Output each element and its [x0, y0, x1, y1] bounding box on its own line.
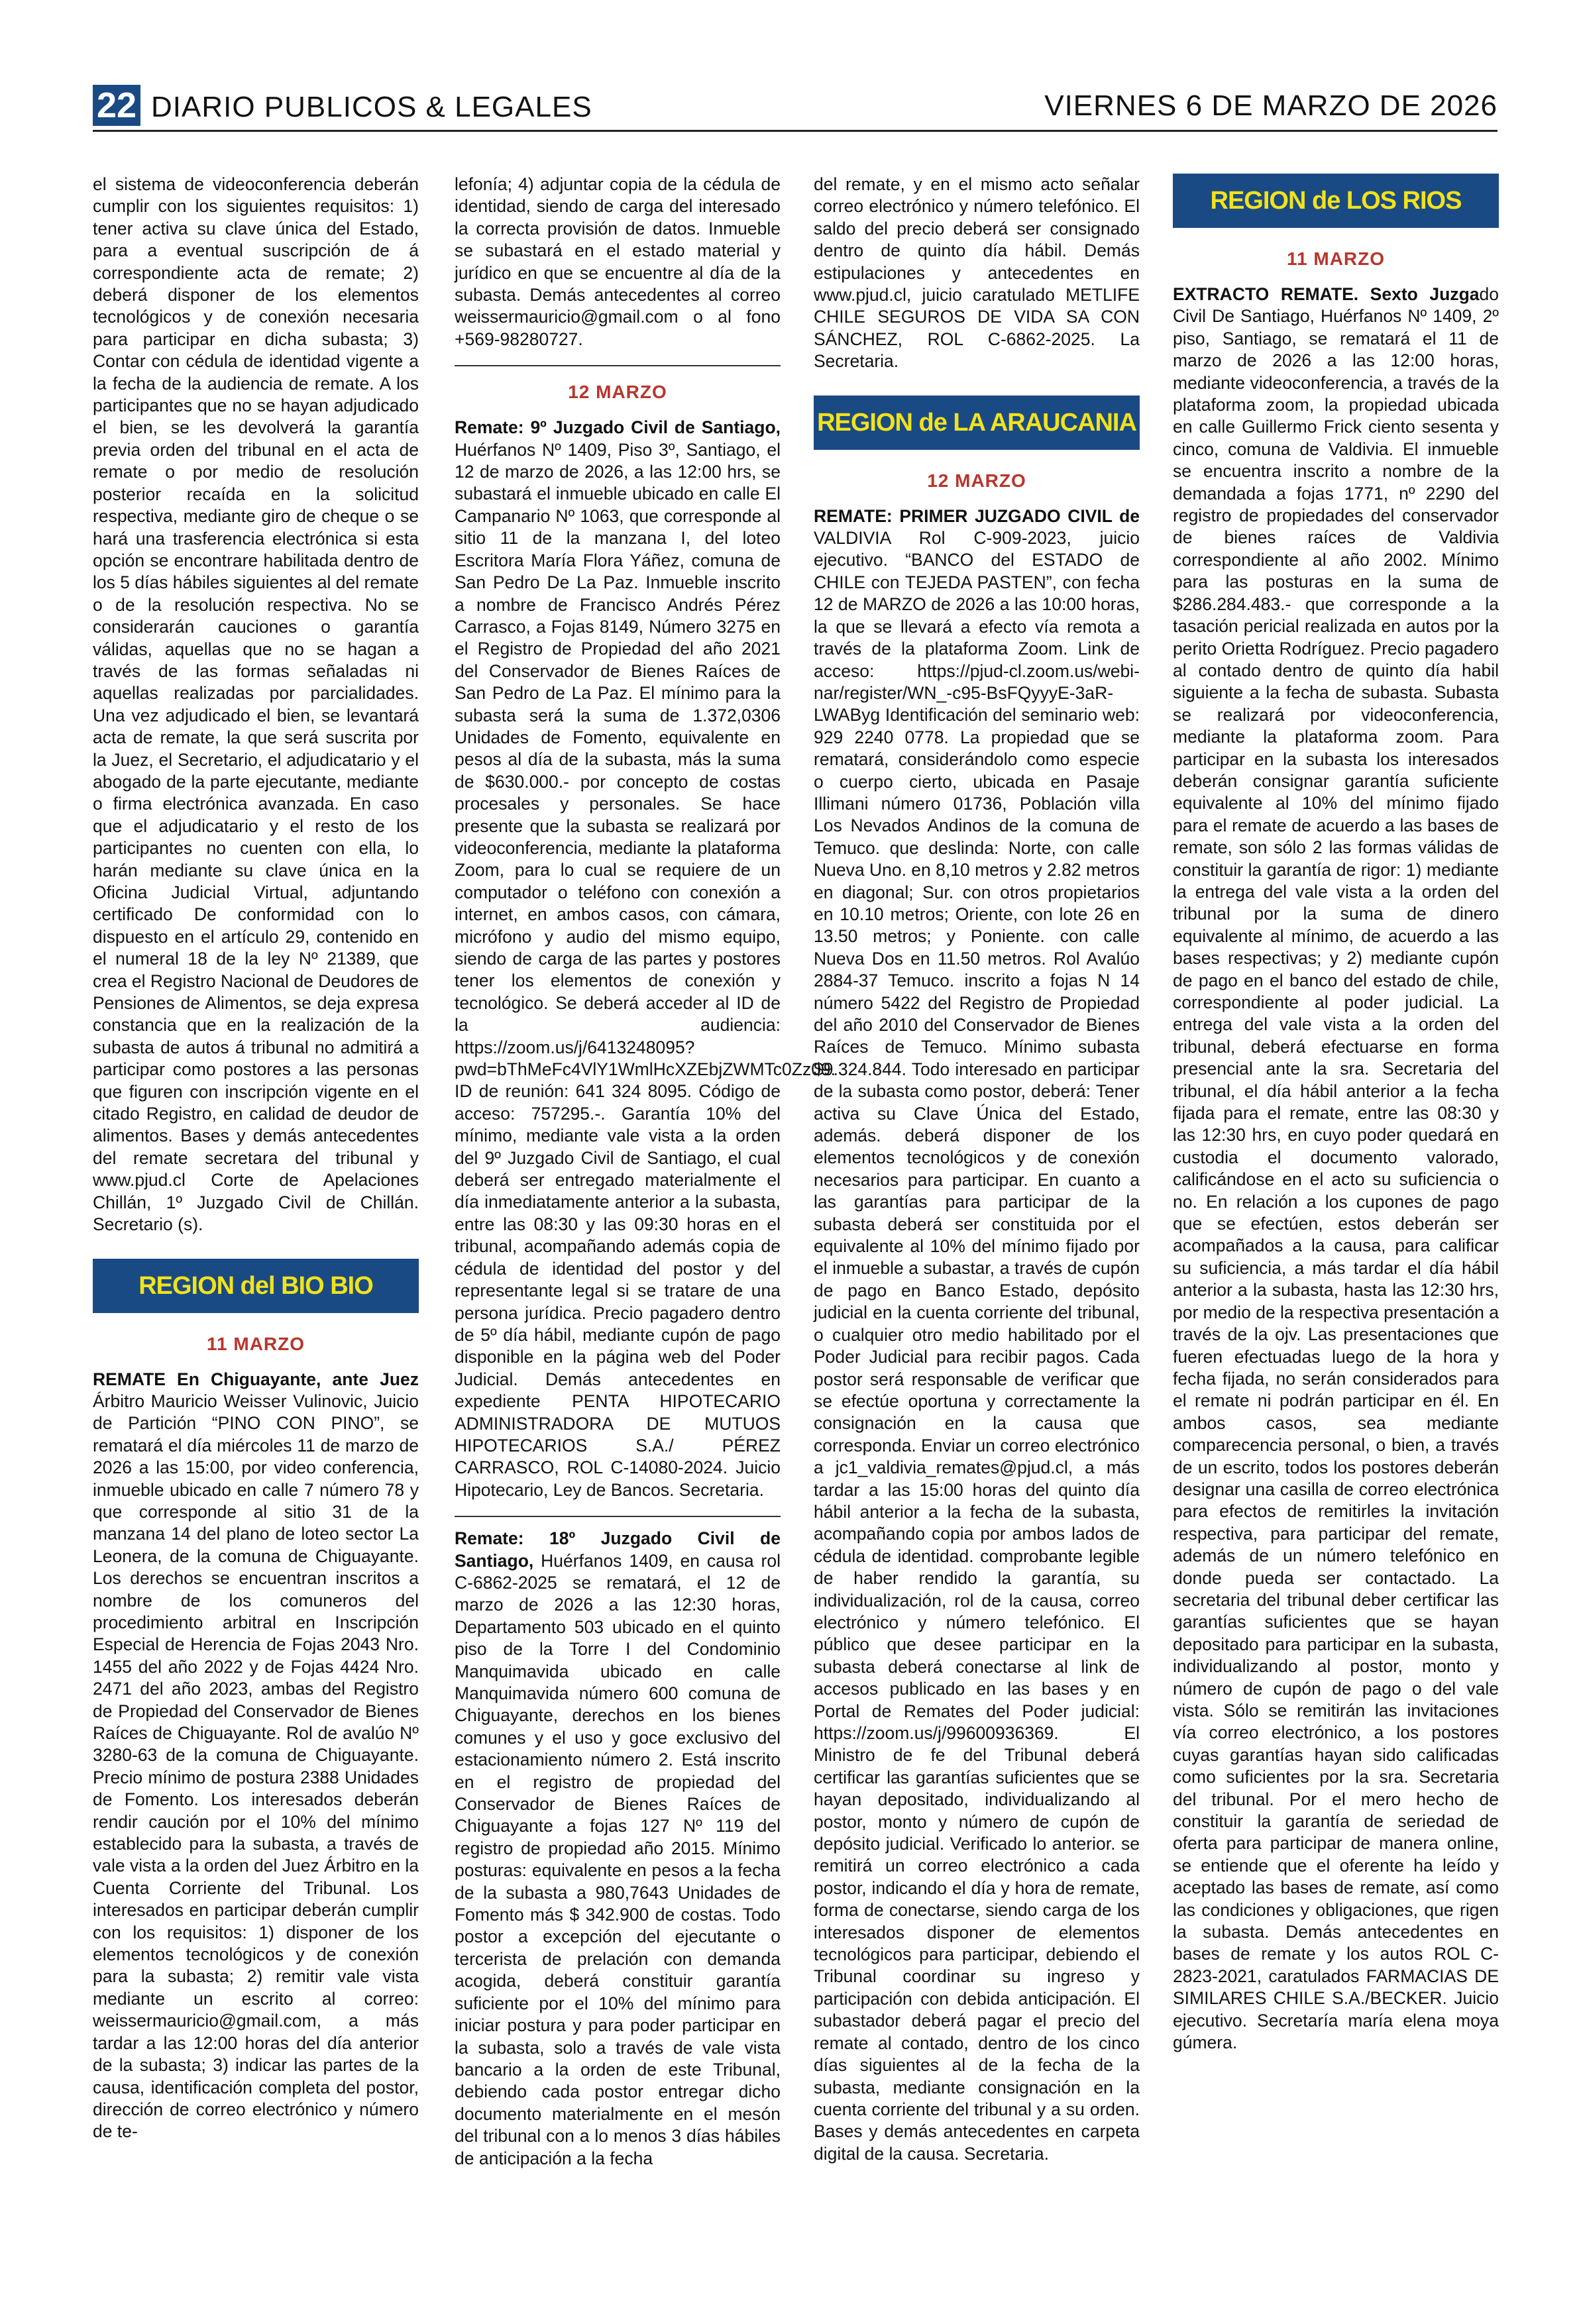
continued-notice: del remate, y en el mismo acto señalar correo electrónico y número telefónico. El saldo del precio deberá ser consignado dentro de quinto día hábil. Demás estipulaciones y antecedentes en www.pjud.cl, juicio caratulado METLIFE CHILE SEGUROS DE VIDA SA CON SÁNCHEZ, ROL C-6862-2025. La Secretaria. — [814, 174, 1140, 372]
header-rule — [93, 130, 1498, 132]
notice-lead: EXTRACTO REMATE. Sexto Juzga — [1173, 284, 1480, 304]
continued-notice: lefonía; 4) adjuntar copia de la cédula de identidad, siendo de carga del interesado la correcta provisión de datos. Inmueble se subastará en el estado material y jurídico en que se encuentre al día de la subasta. Demás antecedentes al correo weissermauricio@gmail.com o al fono +569-98280727. — [455, 174, 781, 349]
date-heading: 11 MARZO — [206, 1333, 305, 1354]
column-4 — [1173, 174, 1499, 2274]
notice-lead: Remate: 18º Juzgado Civil de Santiago, — [455, 1528, 781, 1571]
column-2 — [455, 174, 836, 2274]
publication-title: DIARIO PUBLICOS & LEGALES — [151, 91, 592, 123]
notice-chiguayante — [93, 1369, 419, 2143]
date-heading: 12 MARZO — [927, 470, 1026, 491]
notice-lead: REMATE En Chiguayante, ante Juez — [93, 1369, 419, 1389]
notice-lead: REMATE: PRIMER JUZGADO CIVIL de — [814, 505, 1140, 526]
date-heading: 11 MARZO — [1286, 248, 1386, 269]
column-1 — [93, 174, 419, 2274]
continued-notice: el sistema de videoconferencia deberán cumplir con los siguientes requisitos: 1) tener activa su clave única del Estado, para a eventual suscripción de á correspondiente acta de remate; 2) deberá disponer de los elementos tecnológicos y de conexión necesaria para participar en dicha subasta; 3) Contar con cédula de identidad vigente a la fecha de la audiencia de remate. A los participantes que no se hayan adjudicado el bien, se les devolverá la garantía previa orden del tribunal en el acta de remate o por medio de resolución posterior recaída en la solicitud respectiva, mediante giro de cheque o se hará una trasferencia electrónica si esta opción se encontrare habilitada dentro de los 5 días hábiles siguientes al del remate o de la resolución respectiva. No se considerarán cauciones o garantía válidas, aquellas que no se hagan a través de las formas señaladas ni aquellas realizadas por parcialidades. Una vez adjudicado el bien, se levantará acta de remate, la que será suscrita por la Juez, el Secretario, el adjudicatario y el abogado de la parte ejecutante, mediante o firma electrónica avanzada. En caso que el adjudicatario y el resto de los participantes no cuenten con ella, lo harán mediante su clave única en la Oficina Judicial Virtual, adjuntando certificado De conformidad con lo dispuesto en el artículo 29, contenido en el numeral 18 de la ley Nº 21389, que crea el Registro Nacional de Deudores de Pensiones de Alimentos, se deja expresa constancia que en la realización de la subasta de autos á tribunal no admitirá a participar como postores a las personas que figuren con inscripción vigente en el citado Registro, en calidad de deudor de alimentos. Bases y demás antecedentes del remate secretara del tribunal y www.pjud.cl Corte de Apelaciones Chillán, 1º Juzgado Civil de Chillán. Secretario (s). — [93, 174, 419, 1235]
page-number: 22 — [93, 85, 140, 126]
notice-valdivia — [814, 505, 1140, 2165]
region-banner-bio-bio: REGION del BIO BIO — [93, 1259, 419, 1313]
notice-body: VALDIVIA Rol C-909-2023, juicio ejecutivo. “BANCO del ESTADO de CHILE con TEJEDA PASTEN”, con fecha 12 de MARZO de 2026 a las 10:00 horas, la que se llevará a efecto vía remota a través de la plataforma Zoom. Link de acceso: https://pjud-cl.zoom.us/webi-nar/register/WN_-c95-BsFQyyyE-3aR-LWAByg Identificación del seminario web: 929 2240 0778. La propiedad que se rematará, considerándolo como especie o cuerpo cierto, ubicada en Pasaje Illimani número 01736, Población villa Los Nevados Andinos de la comuna de Temuco. que deslinda: Norte, con calle Nueva Uno. en 8,10 metros y 2.82 metros en diagonal; Sur. con otros propietarios en 10.10 metros; Oriente, con lote 26 en 13.50 metros; y Poniente. con calle Nueva Dos en 11.50 metros. Rol Avalúo 2884-37 Temuco. inscrito a fojas N 14 número 5422 del Registro de Propiedad del año 2010 del Conservador de Bienes Raíces de Temuco. Mínimo subasta $9.324.844. Todo interesado en participar de la subasta como postor, deberá: Tener activa su Clave Única del Estado, además. deberá disponer de los elementos tecnológicos y de conexión necesarios para participar. En cuanto a las garantías para participar de la subasta deberá ser constituida por el equivalente al 10% del mínimo fijado por el inmueble a subastar, a través de cupón de pago en Banco Estado, depósito judicial en la cuenta corriente del tribunal, o cualquier otro medio habilitado por el Poder Judicial para recibir pagos. Cada postor será responsable de verificar que se efectúe oportuna y correctamente la consignación en la causa que corresponda. Enviar un correo electrónico a jc1_valdivia_remates@pjud.cl, a más tardar a las 15:00 horas del quinto día hábil anterior a la fecha de la subasta, acompañando copia por ambos lados de cédula de identidad. comprobante legible de haber rendido la garantía, su individualización, rol de la causa, correo electrónico y número telefónico. El público que desee participar en la subasta deberá conectarse al link de accesos publicado en las bases y en Portal de Remates del Poder judicial: https://zoom.us/j/99600936369. El Ministro de fe del Tribunal deberá certificar las garantías suficientes que se hayan depositado, individualizando al postor, monto y número de cupón de depósito judicial. Verificado lo anterior. se remitirá un correo electrónico a cada postor, indicando el día y hora de remate, forma de conectarse, siendo carga de los interesados disponer de elementos tecnológicos para participar, debiendo el Tribunal coordinar su ingreso y participación con debida anticipación. El subastador deberá pagar el precio del remate al contado, dentro de los cinco días siguientes al de la fecha de la subasta, mediante consignación en la cuenta corriente del tribunal y a su orden. Bases y demás antecedentes en carpeta digital de la causa. Secretaria. — [814, 528, 1140, 2164]
divider — [455, 1516, 781, 1517]
column-3 — [814, 174, 1140, 2274]
notice-body: Árbitro Mauricio Weisser Vulinovic, Juicio de Partición “PINO CON PINO”, se rematará el día miércoles 11 de marzo de 2026 a las 15:00, por video conferencia, inmueble ubicado en calle 7 número 78 y que corresponde al sitio 31 de la manzana 14 del plano de loteo sector La Leonera, de la comuna de Chiguayante. Los derechos se encuentran inscritos a nombre de los comuneros del procedimiento arbitral en Inscripción Especial de Herencia de Fojas 2043 Nro. 1455 del año 2022 y de Fojas 4424 Nro. 2471 del año 2023, ambas del Registro de Propiedad del Conservador de Bienes Raíces de Chiguayante. Rol de avalúo Nº 3280-63 de la comuna de Chiguayante. Precio mínimo de postura 2388 Unidades de Fomento. Los interesados deberán rendir caución por el 10% del mínimo establecido para la subasta, a través de vale vista a la orden del Juez Árbitro en la Cuenta Corriente del Tribunal. Los interesados en participar deberán cumplir con los requisitos: 1) disponer de los elementos tecnológicos y de conexión para la subasta; 2) remitir vale vista mediante un escrito al correo: weissermauricio@gmail.com, a más tardar a las 12:00 horas del día anterior de la subasta; 3) indicar las partes de la causa, identificación completa del postor, dirección de correo electrónico y número de te- — [93, 1391, 419, 2142]
notice-18-juzgado — [455, 1528, 781, 2170]
region-banner-araucania: REGION de LA ARAUCANIA — [814, 396, 1140, 450]
notice-body: Huérfanos 1409, en causa rol C-6862-2025 se rematará, el 12 de marzo de 2026 a las 12:30 horas, Departamento 503 ubicado en el quinto piso de la Torre I del Condominio Manquimavida ubicado en calle Manquimavida número 600 comuna de Chiguayante, derechos en los bienes comunes y el uso y goce exclusivo del estacionamiento número 2. Está inscrito en el registro de propiedad del Conservador de Bienes Raíces de Chiguayante a fojas 127 Nº 119 del registro de propiedad año 2015. Mínimo posturas: equivalente en pesos a la fecha de la subasta a 980,7643 Unidades de Fomento más $ 342.900 de costas. Todo postor a excepción del ejecutante o tercerista de prelación con demanda acogida, deberá constituir garantía suficiente por el 10% del mínimo para iniciar postura y para poder participar en la subasta, solo a través de vale vista bancario a la orden de este Tribunal, debiendo cada postor entregar dicho documento materialmente en el mesón del tribunal con a lo menos 3 días hábiles de anticipación a la fecha — [455, 1550, 781, 2168]
notice-9-juzgado — [455, 417, 836, 1501]
notice-body: do Civil De Santiago, Huérfanos Nº 1409, 2º piso, Santiago, se rematará el 11 de marzo de 2026 a las 12:00 horas, mediante videoconferencia, a través de la plataforma zoom, la propiedad ubicada en calle Guillermo Frick ciento sesenta y cinco, comuna de Valdivia. El inmueble se encuentra inscrito a nombre de la demandada a fojas 1771, nº 2290 del registro de propiedades del conservador de bienes raíces de Valdivia correspondiente al año 2002. Mínimo para las posturas en la suma de $286.284.483.- que corresponde a la tasación pericial realizada en autos por la perito Orietta Rodríguez. Precio pagadero al contado dentro de quinto día habil siguiente a la fecha de subasta. Subasta se realizará por videoconferencia, mediante la plataforma zoom. Para participar en la subasta los interesados deberán consignar garantía suficiente equivalente al 10% del mínimo fijado para el remate de acuerdo a las bases de remate, son sólo 2 las formas válidas de constituir la garantía de rigor: 1) mediante la entrega del vale vista a la orden del tribunal por la suma de dinero equivalente al mínimo, de acuerdo a las bases respectivas; y 2) mediante cupón de pago en el banco del estado de chile, correspondiente al poder judicial. La entrega del vale vista a la orden del tribunal, deberá efectuarse en forma presencial ante la sra. Secretaria del tribunal, el día hábil anterior a la fecha fijada para el remate, entre las 08:30 y las 12:30 hrs, en cuyo poder quedará en custodia el documento valorado, calificándose en el acto su suficiencia o no. En relación a los cupones de pago que se efectúen, estos deberán ser acompañados a la causa, para calificar su suficiencia, a más tardar el día hábil anterior a la subasta, hasta las 12:30 hrs, por medio de la respectiva presentación a través de la ojv. Las presentaciones que fueren efectuadas luego de la hora y fecha fijada, no serán considerados para el remate ni podrán participar en él. En ambos casos, sea mediante comparecencia personal, o bien, a través de un escrito, todos los postores deberán designar una casilla de correo electrónica para efectos de remitirles la invitación respectiva, para participar del remate, además de un número telefónico en donde pueda ser contactado. La secretaria del tribunal deber certificar las garantías suficientes que se hayan depositado para participar en la subasta, individualizando al postor, monto y número de cupón de pago o del vale vista. Sólo se remitirán las invitaciones vía correo electrónico, a los postores cuyas garantías hayan sido calificadas como suficientes por la sra. Secretaria del tribunal. Por el mero hecho de constituir la garantía de seriedad de oferta para participar de manera online, se entiende que el oferente ha leído y aceptado las bases de remate, así como las condiciones y obligaciones, que rigen la subasta. Demás antecedentes en bases de remate y los autos ROL C-2823-2021, caratulados FARMACIAS DE SIMILARES CHILE S.A./BECKER. Juicio ejecutivo. Secretaría maría elena moya gúmera. — [1173, 284, 1499, 2053]
date-heading: 12 MARZO — [568, 382, 667, 403]
notice-body: Huérfanos Nº 1409, Piso 3º, Santiago, el 12 de marzo de 2026, a las 12:00 hrs, se subastará el inmueble ubicado en calle El Campanario Nº 1063, que corresponde al sitio 11 de la manzana I, del loteo Escritora María Flora Yáñez, comuna de San Pedro De La Paz. Inmueble inscrito a nombre de Francisco Andrés Pérez Carrasco, a Fojas 8149, Número 3275 en el Registro de Propiedad del año 2021 del Conservador de Bienes Raíces de San Pedro de La Paz. El mínimo para la subasta será la suma de 1.372,0306 Unidades de Fomento, equivalente en pesos al día de la subasta, más la suma de $630.000.- por concepto de costas procesales y personales. Se hace presente que la subasta se realizará por videoconferencia, mediante la plataforma Zoom, para lo cual se requiere de un computador o teléfono con conexión a internet, en ambos casos, con cámara, micrófono y audio del mismo equipo, siendo de carga de las partes y postores tener los elementos de conexión y tecnológico. Se deberá acceder al ID de la audiencia: https://zoom.us/j/6413248095?pwd=bThMeFc4VlY1WmlHcXZEbjZWMTc0Zz09. ID de reunión: 641 324 8095. Código de acceso: 757295.-. Garantía 10% del mínimo, mediante vale vista a la orden del 9º Juzgado Civil de Santiago, el cual deberá ser entregado materialmente el día inmediatamente anterior a la subasta, entre las 08:30 y las 09:30 horas en el tribunal, acompañando además copia de cédula de identidad del postor y del representante legal si se tratare de una persona jurídica. Precio pagadero dentro de 5º día hábil, mediante cupón de pago disponible en la página web del Poder Judicial. Demás antecedentes en expediente PENTA HIPOTECARIO ADMINISTRADORA DE MUTUOS HIPOTECARIOS S.A./ PÉREZ CARRASCO, ROL C-14080-2024. Juicio Hipotecario, Ley de Bancos. Secretaria. — [455, 439, 836, 1500]
notice-sexto-juzgado — [1173, 284, 1499, 2054]
page-header — [93, 85, 1498, 126]
issue-date: VIERNES 6 DE MARZO DE 2026 — [1044, 89, 1498, 122]
region-banner-los-rios: REGION de LOS RIOS — [1173, 174, 1499, 228]
divider — [455, 365, 781, 366]
notice-lead: Remate: 9º Juzgado Civil de Santiago, — [455, 417, 781, 438]
